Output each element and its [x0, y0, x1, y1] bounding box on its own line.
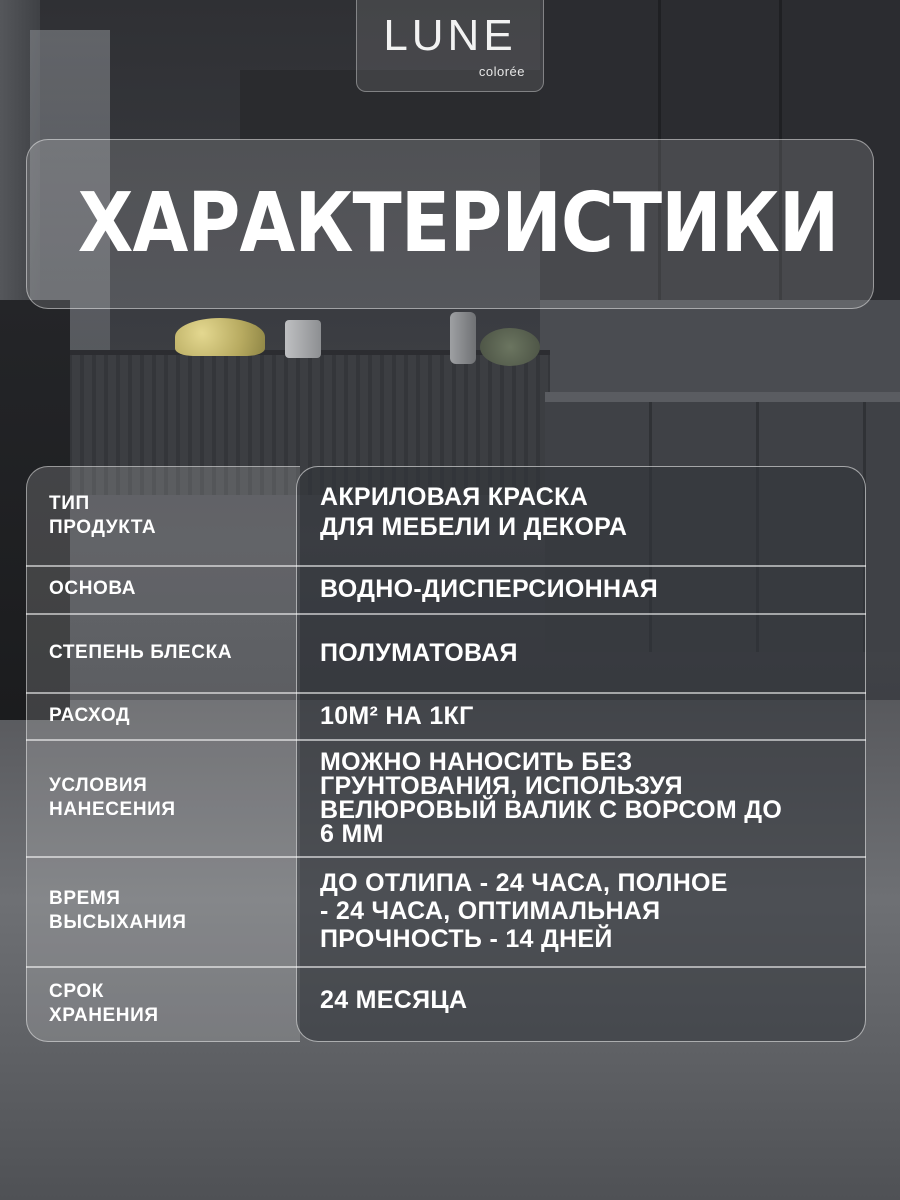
spec-value: 10М² НА 1КГ	[320, 701, 474, 730]
specs-table	[26, 466, 866, 1042]
spec-label: ОСНОВА	[49, 578, 137, 599]
logo-subtext: colorée	[478, 64, 525, 79]
spec-row-product-type	[26, 466, 866, 565]
spec-row-gloss	[26, 613, 866, 692]
spec-row-drying	[26, 856, 866, 966]
spec-value: ДО ОТЛИПА - 24 ЧАСА, ПОЛНОЕ - 24 ЧАСА, ОПТИМАЛЬНАЯ ПРОЧНОСТЬ - 14 ДНЕЙ	[320, 869, 728, 953]
lemons-bowl	[175, 318, 265, 356]
jar	[285, 320, 321, 358]
plant	[480, 328, 540, 366]
title-panel	[26, 139, 874, 309]
spec-value: МОЖНО НАНОСИТЬ БЕЗ ГРУНТОВАНИЯ, ИСПОЛЬЗУЯ ВЕЛЮРОВЫЙ ВАЛИК С ВОРСОМ ДО 6 ММ	[320, 747, 783, 848]
backsplash	[540, 300, 900, 400]
spec-row-base	[26, 565, 866, 613]
spec-label: СРОК ХРАНЕНИЯ	[49, 981, 159, 1026]
spec-row-application	[26, 739, 866, 856]
spec-label: ТИП ПРОДУКТА	[49, 492, 157, 538]
brand-logo	[356, 0, 544, 92]
bottle	[450, 312, 476, 364]
spec-value: 24 МЕСЯЦА	[320, 986, 468, 1014]
spec-value: ВОДНО-ДИСПЕРСИОННАЯ	[320, 575, 659, 603]
spec-label: РАСХОД	[49, 704, 131, 726]
spec-row-consumption	[26, 692, 866, 739]
page-title: ХАРАКТЕРИСТИКИ	[77, 176, 839, 271]
spec-label: СТЕПЕНЬ БЛЕСКА	[49, 641, 233, 663]
logo-text: LUNE	[383, 11, 517, 60]
spec-value: АКРИЛОВАЯ КРАСКА ДЛЯ МЕБЕЛИ И ДЕКОРА	[320, 482, 628, 541]
spec-value: ПОЛУМАТОВАЯ	[320, 638, 518, 667]
spec-label: УСЛОВИЯ НАНЕСЕНИЯ	[49, 774, 176, 820]
spec-row-shelf-life	[26, 966, 866, 1042]
spec-label: ВРЕМЯ ВЫСЫХАНИЯ	[49, 888, 187, 933]
